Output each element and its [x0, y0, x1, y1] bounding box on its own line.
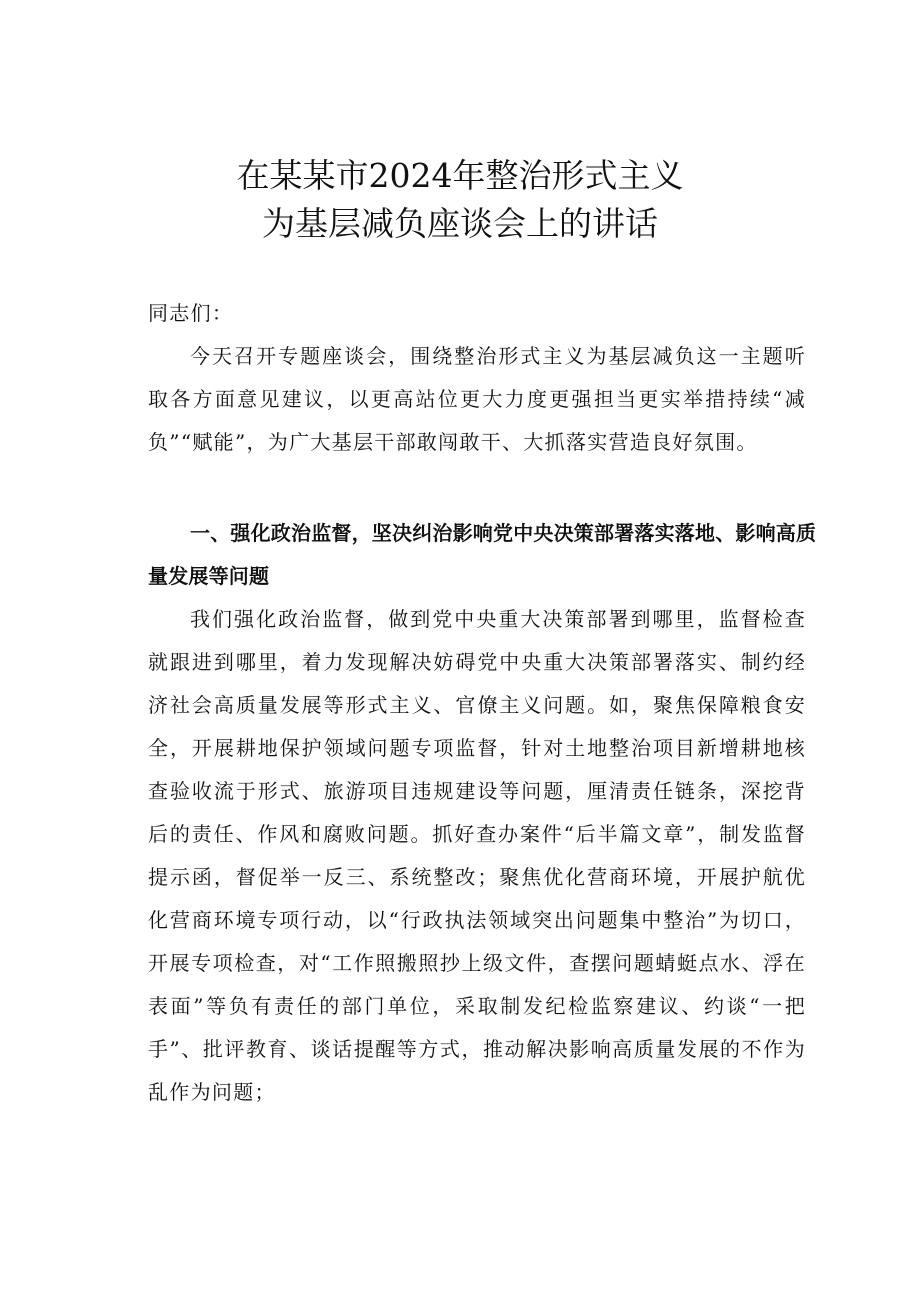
paragraph-intro: 今天召开专题座谈会，围绕整治形式主义为基层减负这一主题听取各方面意见建议，以更高站位更大力度更强担当更实举措持续“减负”“赋能”，为广大基层干部敢闯敢干、大抓落实营造良好氛围。 — [148, 344, 806, 454]
title-line-1: 在某某市2024年整治形式主义 — [236, 156, 684, 195]
paragraph-section-1: 我们强化政治监督，做到党中央重大决策部署到哪里，监督检查就跟进到哪里，着力发现解决妨碍党中央重大决策部署落实、制约经济社会高质量发展等形式主义、官僚主义问题。如，聚焦保障粮食安全，开展耕地保护领域问题专项监督，针对土地整治项目新增耕地核查验收流于形式、旅游项目违规建设等问题，厘清责任链条，深挖背后的责任、作风和腐败问题。抓好查办案件“后半篇文章”，制发监督提示函，督促举一反三、系统整改；聚焦优化营商环境，开展护航优化营商环境专项行动，以“行政执法领域突出问题集中整治”为切口，开展专项检查，对“工作照搬照抄上级文件，查摆问题蜻蜓点水、浮在表面”等负有责任的部门单位，采取制发纪检监察建议、约谈“一把手”、批评教育、谈话提醒等方式，推动解决影响高质量发展的不作为乱作为问题； — [148, 607, 806, 1104]
document-title — [0, 152, 920, 248]
section-heading-1: 一、强化政治监督，坚决纠治影响党中央决策部署落实落地、影响高质量发展等问题 — [148, 521, 817, 588]
title-line-2: 为基层减负座谈会上的讲话 — [262, 204, 658, 243]
salutation: 同志们： — [148, 301, 234, 325]
